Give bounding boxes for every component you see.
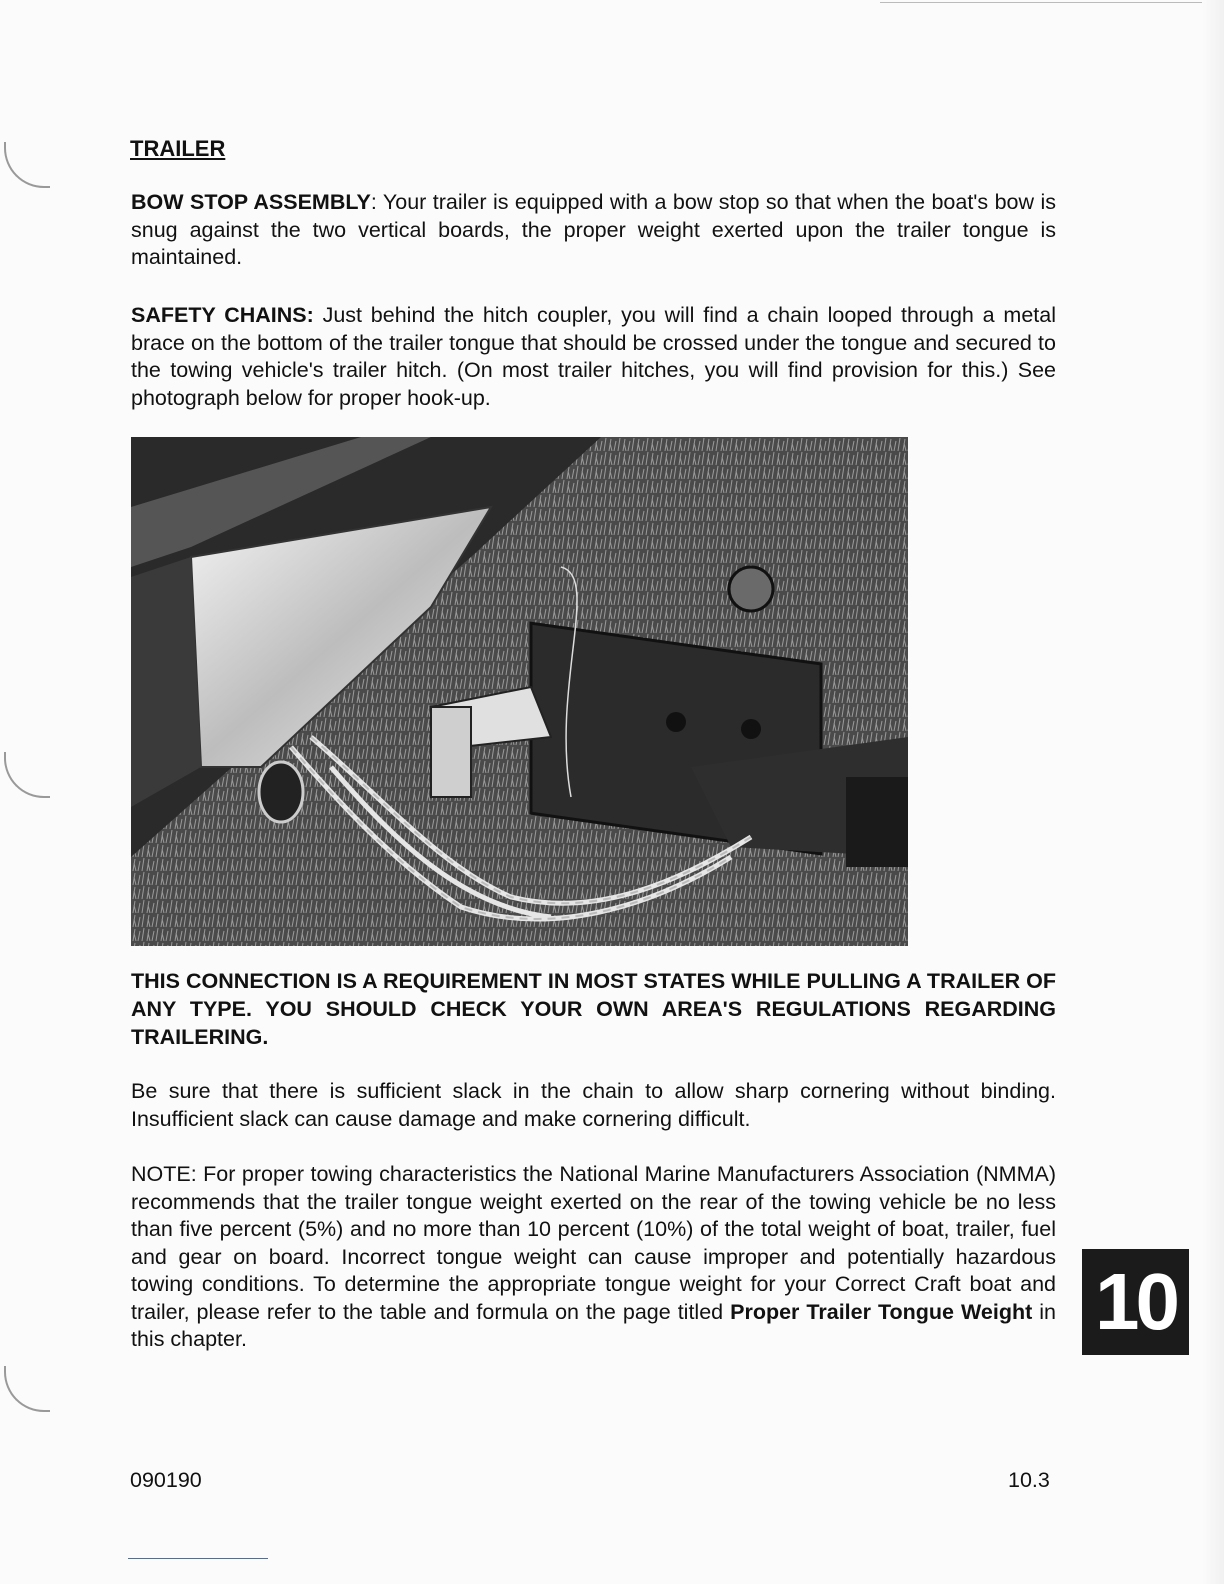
note-text-after: in this chapter. (131, 1299, 1056, 1351)
bow-stop-heading: BOW STOP ASSEMBLY (131, 190, 371, 214)
safety-chains-text: Just behind the hitch coupler, you will find a chain looped through a metal brace on the bottom of the trailer tongue that should be crossed under the tongue and secured to the towing vehicle's trailer hitch. (On most trailer hitches, you will find provision for this.) See photograph below for proper hook-up. (131, 303, 1056, 410)
top-rule (880, 2, 1220, 3)
bottom-rule (128, 1558, 268, 1559)
bow-stop-paragraph (131, 189, 1056, 272)
section-title: TRAILER (130, 136, 226, 161)
binder-hole-middle (4, 752, 50, 798)
chapter-tab: 10 (1082, 1249, 1189, 1355)
slack-paragraph: Be sure that there is sufficient slack in the chain to allow sharp cornering without binding. Insufficient slack can cause damage and make cornering difficult. (131, 1079, 1056, 1131)
note-text-before: NOTE: For proper towing characteristics the National Marine Manufacturers Association (NMMA) recommends that the trailer tongue weight exerted on the rear of the towing vehicle be no less than five percent (5%) and no more than 10 percent (10%) of the total weight of boat, trailer, fuel and gear on board. Incorrect tongue weight can cause improper and potentially hazardous towing conditions. To determine the appropriate tongue weight for your Correct Craft boat and trailer, please refer to the table and formula on the page titled (131, 1162, 1056, 1324)
safety-chains-heading: SAFETY CHAINS: (131, 303, 314, 327)
footer-document-code: 090190 (130, 1468, 202, 1492)
bow-stop-text: : Your trailer is equipped with a bow stop so that when the boat's bow is snug against the two vertical boards, the proper weight exerted upon the trailer tongue is maintained. (131, 190, 1057, 269)
binder-hole-bottom (4, 1366, 50, 1412)
page-edge-shadow (1202, 0, 1224, 1584)
note-paragraph (131, 1161, 1056, 1354)
safety-chains-paragraph (131, 302, 1056, 412)
note-bold-reference: Proper Trailer Tongue Weight (730, 1299, 1033, 1324)
hitch-chain-photo (131, 437, 908, 946)
footer-page-number: 10.3 (1008, 1468, 1050, 1492)
requirement-warning: THIS CONNECTION IS A REQUIREMENT IN MOST STATES WHILE PULLING A TRAILER OF ANY TYPE. YOU SHOULD CHECK YOUR OWN AREA'S REGULATIONS REGARDING TRAILERING. (131, 969, 1056, 1049)
binder-hole-top (4, 142, 50, 188)
